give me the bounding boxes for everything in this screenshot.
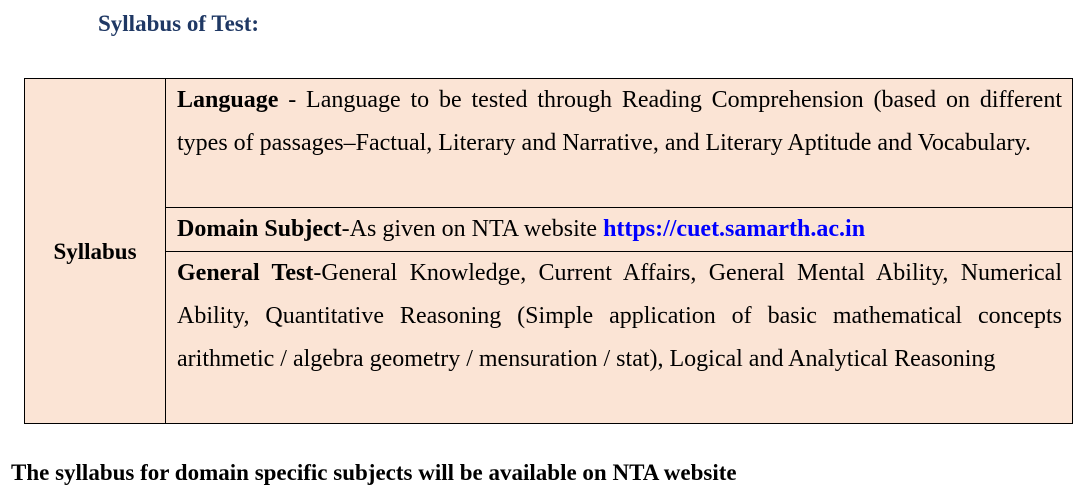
cuet-website-link[interactable]: https://cuet.samarth.ac.in [603, 216, 866, 242]
language-title: Language [177, 87, 279, 113]
general-test-description: General Knowledge, Current Affairs, General Mental Ability, Numerical Ability, Quantitative Reasoning (Simple application of basic mathematical concepts arithmetic / algebra geometry / mensuration / stat), Logical and Analytical Reasoning [177, 260, 1063, 372]
cell-general-test [166, 252, 1073, 424]
domain-subject-separator: - [341, 216, 350, 242]
footer-note: The syllabus for domain specific subjects will be available on NTA website [11, 460, 737, 485]
syllabus-table [24, 78, 1073, 424]
language-description: Language to be tested through Reading Comprehension (based on different types of passages–Factual, Literary and Narrative, and Literary Aptitude and Vocabulary. [177, 87, 1062, 156]
section-heading: Syllabus of Test: [98, 11, 260, 36]
table-row [25, 208, 1073, 252]
domain-subject-title: Domain Subject [177, 216, 342, 242]
table-row [25, 252, 1073, 424]
table-row [25, 79, 1073, 208]
general-test-separator: - [313, 260, 322, 286]
row-header-syllabus: Syllabus [25, 79, 166, 424]
domain-subject-description: As given on NTA website [349, 216, 604, 242]
language-separator: - [278, 87, 307, 113]
cell-domain-subject [166, 208, 1073, 252]
general-test-title: General Test [177, 260, 314, 286]
cell-language [166, 79, 1073, 208]
